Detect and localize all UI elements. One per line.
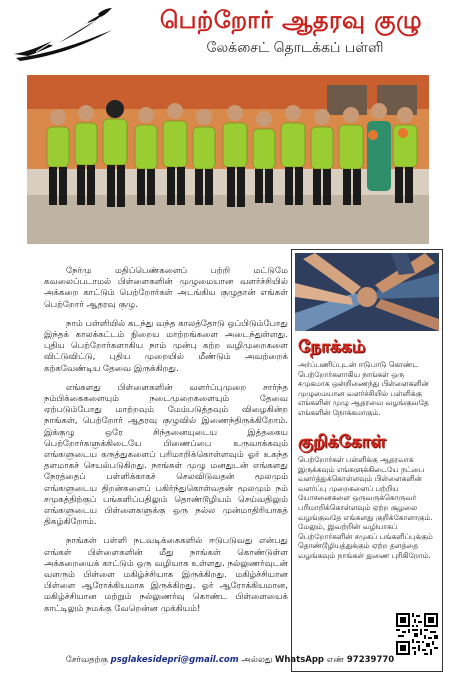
vision-text: அர்ப்பணிப்புடன் ஈடுபாடு கொண்ட பெற்றோர்களாகிய நாங்கள் ஒரு சமுகமாக ஒன்றிணைந்து பிள்ளைகளின் முழுமையான வளர்ச்சியில் பள்ளிக்கு எங்களின் முழு ஆதரவை வழங்குவதே எங்களின் நோக்கமாகும். (298, 360, 429, 417)
page-title: பெற்றோர் ஆதரவு குழு (159, 6, 423, 34)
footer-middle: அல்லது (241, 655, 273, 665)
contact-email[interactable]: psglakesidepri@gmail.com (110, 655, 239, 665)
vision-mission-box (291, 249, 443, 672)
hands-together-photo (295, 253, 439, 331)
paragraph: நாம் பள்ளியில் கடந்து வந்த காலத்தோடு ஒப்பிடும்போது இந்தக் காலக்கட்டம் நிறைய மாற்றங்களை அடைந்துள்ளது. புதிய பெற்றோர்களாகிய நாம் முன்பு கற்ற வழிமுறைகளை விட்டுவிட்டு, புதிய முறையில் மீண்டும் அவற்றைக் கற்கவேண்டிய தேவை இருக்கிறது. (44, 318, 288, 374)
body-text (44, 266, 288, 623)
whatsapp-label: WhatsApp (274, 655, 325, 665)
vision-heading: நோக்கம் (298, 337, 366, 357)
paragraph: நேர்மு மதிப்பெண்களைப் பற்றி மட்டுமே கவலைப்படாமல் பிள்ளைகளின் முழுமையான வளர்ச்சியில் அக்கறை காட்டும் பெற்றோர்கள் அடங்கிய குழுதான் எங்கள் பெற்றோர் ஆதரவு குழு. (44, 266, 288, 310)
bird-logo-icon (8, 4, 118, 62)
mission-heading: குறிக்கோள் (298, 432, 386, 452)
paragraph: எங்களது பிள்ளைகளின் வளர்ப்புமுறை சார்ந்த நம்பிக்கைகளையும் நடைமுறைகளையும் தேவை ஏற்படும்போது மாற்றவும் மேம்படுத்தவும் விழைகின்ற நாங்கள், பெற்றோர் ஆதரவு குழுவில் இணைந்திருக்கிறோம். இக்குழு ஒரே சிந்தனையுடைய இத்தகைய பெற்றோர்களுக்கிடையே பிணைப்பை உருவாக்கவும் எங்களுடைய கருத்துகளைப் பரிமாறிக்கொள்ளவும் ஓர் உகந்த தளமாகச் செயல்படுகிறது. நாங்கள் முழு மனதுடன் எங்களது நேரத்தைப் பள்ளிக்காகச் செலவிடுவதன் மூலமும் எங்களுடைய திறன்களைப் பகிர்ந்துகொள்வதன் மூலமும் நம் சமுகத்திற்குப் பங்களிப்பதிலும் தொண்டூழியம் செய்வதிலும் எங்களுடைய பிள்ளைகளுக்கு ஒரு நல்ல முன்மாதிரியாகத் திகழ்கிறோம். (44, 382, 288, 528)
contact-phone[interactable]: 97239770 (346, 655, 395, 665)
school-name: லேக்சைட் தொடக்கப் பள்ளி (206, 40, 384, 56)
mission-text: பெற்றோர்கள் பள்ளிக்கு ஆதரவாக இருக்கவும் எங்களுக்கிடையே நட்பை வளர்த்துக்கொள்ளவும் பிள்ளைகளின் வளர்ப்பு முறைகளைப் பற்றிய யோசனைகளை ஒருவருக்கொருவர் பரிமாறிக்கொள்ளவும் ஏற்ற சூழலை வழங்குவதே எங்களது குறிக்கோளாகும். மேலும், இவற்றின் வழியாகப் பெற்றோர்களின் சமுகப் பங்களிப்புக்கும் தொண்டூழியத்துக்கும் ஏற்ற தளத்தை வழங்கவும் நாங்கள் துணை புரிகிறோம். (298, 455, 433, 560)
number-label: எண் (326, 655, 345, 665)
contact-footer (40, 655, 420, 666)
group-photo (27, 75, 429, 244)
paragraph: நாங்கள் பள்ளி நடவடிக்கைகளில் ஈடுபடுவது என்பது எங்கள் பிள்ளைகளின் மீது நாங்கள் கொண்டுள்ள அக்கறையைக் காட்டும் ஒரு வழியாக உள்ளது. நல்லுணர்வுடன் வளரும் பிள்ளை மகிழ்ச்சியாக இருக்கிறது. மகிழ்ச்சியான பிள்ளை ஆரோக்கியமாக இருக்கிறது. ஓர் ஆரோக்கியமான, மகிழ்ச்சியான மற்றும் நல்லுணர்வு கொண்ட பிள்ளையைக் காட்டிலும் நமக்கு வேறென்ன முக்கியம்! (44, 536, 288, 614)
footer-prefix: சேர்வதற்கு (65, 655, 108, 665)
qr-code-icon[interactable] (396, 613, 438, 655)
